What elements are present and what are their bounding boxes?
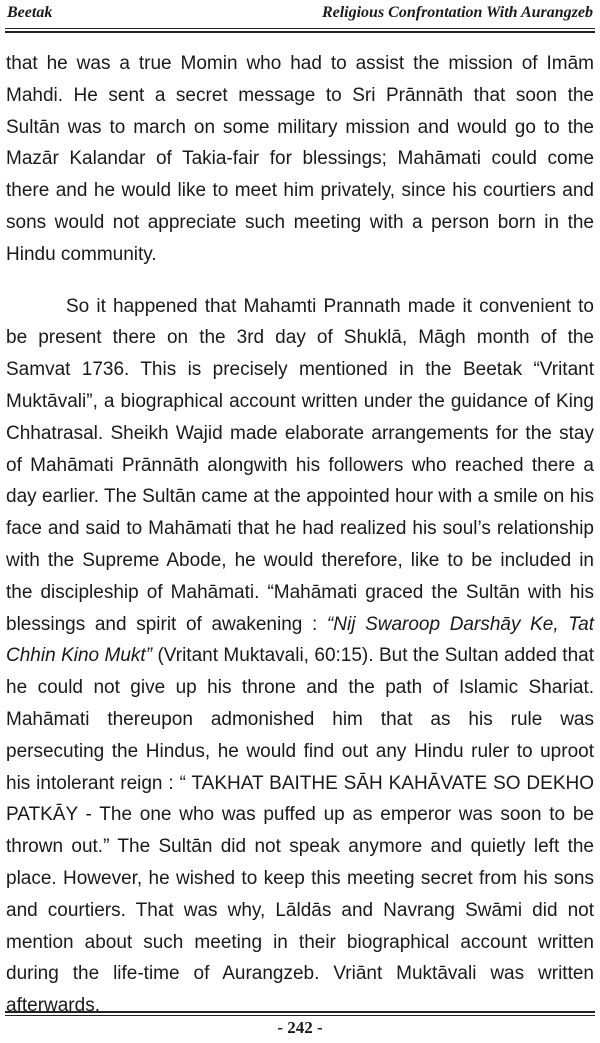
header-book-title: Beetak <box>7 4 53 21</box>
footer-rule <box>5 1015 595 1016</box>
header-rule-thick <box>5 31 595 33</box>
verse-quote: “Nij Swaroop Darshāy Ke, Tat Chhin Kino Mukt” <box>6 613 594 667</box>
paragraph-2 <box>6 291 594 1022</box>
page-body <box>6 48 594 1022</box>
paragraph-1: that he was a true Momin who had to assist the mission of Imām Mahdi. He sent a secret message to Sri Prānnāth that soon the Sultān was to march on some military mission and would go to the Mazār Kalandar of Takia-fair for blessings; Mahāmati could come there and he would like to meet him privately, since his courtiers and sons would not appreciate such meeting with a person born in the Hindu community. <box>6 53 594 265</box>
running-header <box>7 4 593 30</box>
page-number: - 242 - <box>277 1018 323 1037</box>
header-chapter-title: Religious Confrontation With Aurangzeb <box>321 4 593 21</box>
header-rule <box>5 28 595 29</box>
paragraph-2-part-2: (Vritant Muktavali, 60:15). But the Sultan added that he could not give up his throne and the path of Islamic Shariat. Mahāmati thereupon admonished him that as his rule was persecuting the Hindus, he would find out any Hindu ruler to uproot his intolerant reign : “ TAKHAT BAITHE SĀH KAHĀVATE SO DEKHO PATKĀY - The one who was puffed up as emperor was soon to be thrown out.” The Sultān did not speak anymore and quietly left the place. However, he wished to keep this meeting secret from his sons and courtiers. That was why, Lāldās and Navrang Swāmi did not mention about such meeting in their biographical account written during the life-time of Aurangzeb. Vriānt Muktāvali was written afterwards. <box>6 645 594 1017</box>
paragraph-2-part-1: So it happened that Mahamti Prannath made it convenient to be present there on the 3rd day of Shuklā, Māgh month of the Samvat 1736. This is precisely mentioned in the Beetak “Vritant Muktāvali”, a biographical account written under the guidance of King Chhatrasal. Sheikh Wajid made elaborate arrangements for the stay of Mahāmati Prānnāth alongwith his followers who reached there a day earlier. The Sultān came at the appointed hour with a smile on his face and said to Mahāmati that he had realized his soul’s relationship with the Supreme Abode, he would therefore, like to be included in the discipleship of Mahāmati. “Mahāmati graced the Sultān with his blessings and spirit of awakening : <box>6 295 594 635</box>
footer-rule-thick <box>5 1011 595 1013</box>
